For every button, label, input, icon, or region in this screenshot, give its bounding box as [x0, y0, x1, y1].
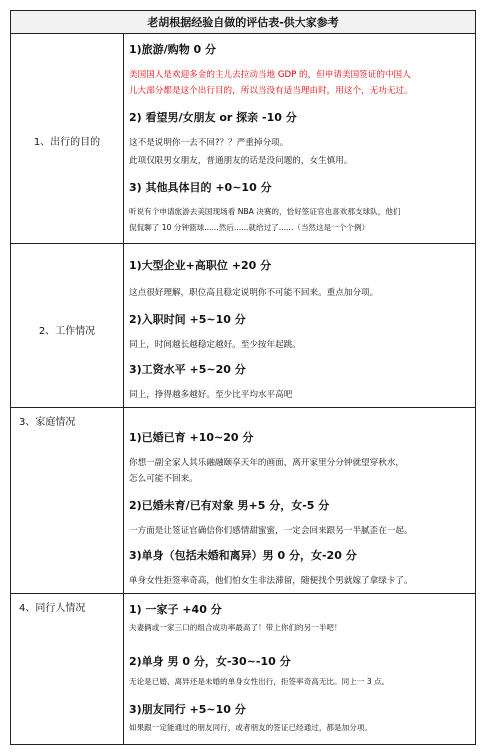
item-heading: 1)已婚已育 +10~20 分: [129, 431, 254, 444]
item-line: 单身女性拒签率奇高，他们怕女生非法滞留，随便找个男就嫁了拿绿卡了。: [129, 576, 413, 586]
item-heading: 2) 看望男/女朋友 or 探亲 -10 分: [129, 111, 297, 124]
item-line: 怎么可能不回来。: [129, 474, 198, 484]
item-line: 无论是已婚、离异还是未婚的单身女性出行，拒签率奇高无比。同上一 3 点。: [129, 677, 390, 686]
item-heading: 3)工资水平 +5~20 分: [129, 363, 246, 376]
item-line: 同上，时间越长越稳定越好。至少按年起跳。: [129, 340, 301, 350]
item-line: 这点很好理解，职位高且稳定说明你不可能不回来。重点加分项。: [129, 288, 379, 298]
item-line: 这不是说明你一去不回?？？严重掉分项。: [129, 138, 289, 148]
item-line: 听说有个申请旅游去美国现场看 NBA 决赛的，恰好签证官也喜欢那支球队，他们: [129, 207, 401, 216]
row-divider: [11, 407, 475, 408]
item-heading: 3)朋友同行 +5~10 分: [129, 703, 246, 716]
item-heading: 3)单身（包括未婚和离异）男 0 分，女-20 分: [129, 549, 357, 562]
column-divider: [123, 33, 124, 744]
item-heading: 1) 一家子 +40 分: [129, 603, 222, 616]
item-heading: 1)旅游/购物 0 分: [129, 43, 217, 56]
item-line: 儿大部分都是这个出行目的，所以当没有适当理由时，用这个，无功无过。: [129, 86, 413, 96]
item-heading: 2)已婚未育/已有对象 男+5 分，女-5 分: [129, 499, 330, 512]
item-heading: 2)入职时间 +5~10 分: [129, 313, 246, 326]
cell-work: [129, 247, 471, 407]
row-divider: [11, 243, 475, 244]
cell-purpose: [129, 37, 471, 243]
category-work: 2、工作情况: [38, 326, 96, 337]
evaluation-table: [10, 10, 476, 745]
category-companions: 4、同行人情况: [19, 603, 86, 614]
table-title: 老胡根据经验自做的评估表-供大家参考: [147, 16, 339, 29]
item-line: 侃侃聊了 10 分钟篮球......然后......就给过了......（当然这是一个个例）: [129, 223, 370, 232]
item-line: 一方面是让签证官确信你们感情甜蜜蜜，一定会回来跟另一半腻歪在一起。: [129, 526, 413, 536]
item-line: 如果跟一定能通过的朋友同行，或者朋友的签证已经通过，都是加分项。: [129, 723, 372, 732]
cell-companions: [129, 597, 471, 743]
item-heading: 2)单身 男 0 分，女-30~-10 分: [129, 655, 291, 668]
item-heading: 1)大型企业+高职位 +20 分: [129, 259, 272, 272]
category-purpose: 1、出行的目的: [33, 137, 101, 148]
category-family: 3、家庭情况: [19, 417, 76, 428]
item-line: 此项仅限男女朋友，普通朋友的话是没问题的，女生慎用。: [129, 156, 353, 166]
item-line: 夫妻俩或一家三口的组合成功率最高了！带上你们的另一半吧！: [129, 623, 342, 632]
table-title-row: [11, 11, 475, 34]
item-line: 美国国人是欢迎多金的主儿去拉动当地 GDP 的，但申请美国签证的中国人: [129, 70, 411, 80]
item-line: 同上，挣得越多越好。至少比平均水平高吧: [129, 390, 293, 400]
row-divider: [11, 593, 475, 594]
item-heading: 3) 其他具体目的 +0~10 分: [129, 181, 272, 194]
item-line: 你想一副全家人其乐融融颐享天年的画面，离开家里分分钟就望穿秋水，: [129, 458, 405, 468]
cell-family: [129, 411, 471, 593]
